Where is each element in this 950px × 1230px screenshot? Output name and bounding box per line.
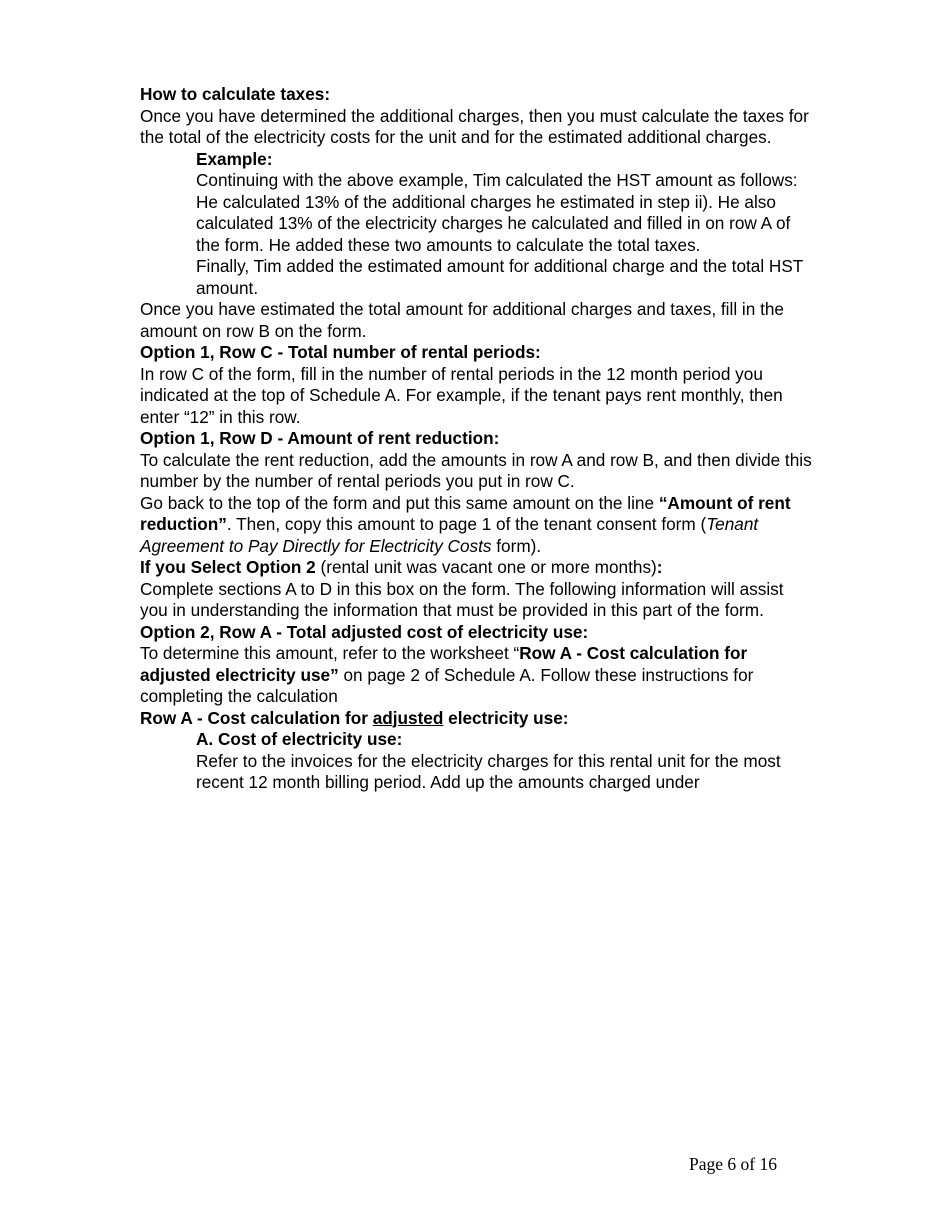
cost-of-use-block <box>196 729 815 794</box>
row-a-cost-underlined: adjusted <box>372 707 444 728</box>
go-back-text-2: . Then, copy this amount to page 1 of the tenant consent form ( <box>226 514 707 534</box>
cost-of-use-section <box>196 729 815 794</box>
taxes-body: Once you have determined the additional charges, then you must calculate the taxes for the total of the electricity costs for the unit and for the estimated additional charges. <box>140 105 809 147</box>
go-back-text-3: form). <box>491 535 542 556</box>
taxes-heading: How to calculate taxes: <box>140 84 331 104</box>
option1-row-c-section <box>140 342 815 428</box>
worksheet-title: Row A - Cost calculation for adjusted electricity use” <box>140 643 748 685</box>
option2-heading <box>140 557 815 579</box>
amount-of-rent-reduction-label: “Amount of rent reduction” <box>140 492 791 534</box>
row-a-cost-heading <box>140 708 815 730</box>
row-a-cost-post: electricity use: <box>443 707 569 728</box>
option2-row-a-text-2: on page 2 of Schedule A. Follow these instructions for completing the calculation <box>140 664 754 706</box>
tenant-agreement-form-title: Tenant Agreement to Pay Directly for Electricity Costs <box>140 514 759 556</box>
page-number: Page 6 of 16 <box>689 1154 777 1174</box>
option1-row-c-heading: Option 1, Row C - Total number of rental periods: <box>140 342 541 362</box>
go-back-paragraph <box>140 493 815 558</box>
option1-row-c-body: In row C of the form, fill in the number of rental periods in the 12 month period you indicated at the top of Schedule A. For example, if the tenant pays rent monthly, then enter “12” in this row. <box>140 363 783 427</box>
option2-row-a-section <box>140 622 815 708</box>
taxes-section <box>140 84 815 149</box>
option2-rest: (rental unit was vacant one or more months) <box>315 557 657 577</box>
document-page <box>140 84 815 794</box>
example-para1-section <box>196 149 815 257</box>
option1-row-d-section <box>140 428 815 493</box>
example-para1: Continuing with the above example, Tim calculated the HST amount as follows: He calculated 13% of the additional charges he estimated in step ii). He also calculated 13% of the electricity charges he calculated and filled in on row A of the form. He added these two amounts to calculate the total taxes. <box>196 170 798 255</box>
cost-of-use-body: Refer to the invoices for the electricity charges for this rental unit for the most recent 12 month billing period. Add up the amounts charged under <box>196 750 781 792</box>
option1-row-d-heading: Option 1, Row D - Amount of rent reduction: <box>140 428 500 448</box>
complete-sections-paragraph: Complete sections A to D in this box on the form. The following information will assist you in understanding the information that must be provided in this part of the form. <box>140 578 784 620</box>
example-block <box>196 149 815 300</box>
row-a-cost-pre: Row A - Cost calculation for <box>140 707 373 728</box>
option2-colon: : <box>656 557 663 577</box>
example-heading: Example: <box>196 148 273 169</box>
row-b-paragraph: Once you have estimated the total amount for additional charges and taxes, fill in the amount on row B on the form. <box>140 299 784 341</box>
go-back-text-1: Go back to the top of the form and put this same amount on the line <box>140 492 659 513</box>
option2-row-a-text-1: To determine this amount, refer to the worksheet “ <box>140 643 520 663</box>
option1-row-d-body: To calculate the rent reduction, add the amounts in row A and row B, and then divide this number by the number of rental periods you put in row C. <box>140 449 812 491</box>
option2-lead: If you Select Option 2 <box>140 557 316 577</box>
option2-row-a-heading: Option 2, Row A - Total adjusted cost of electricity use: <box>140 621 589 642</box>
cost-of-use-heading: A. Cost of electricity use: <box>196 729 403 749</box>
example-para2: Finally, Tim added the estimated amount for additional charge and the total HST amount. <box>196 256 803 298</box>
